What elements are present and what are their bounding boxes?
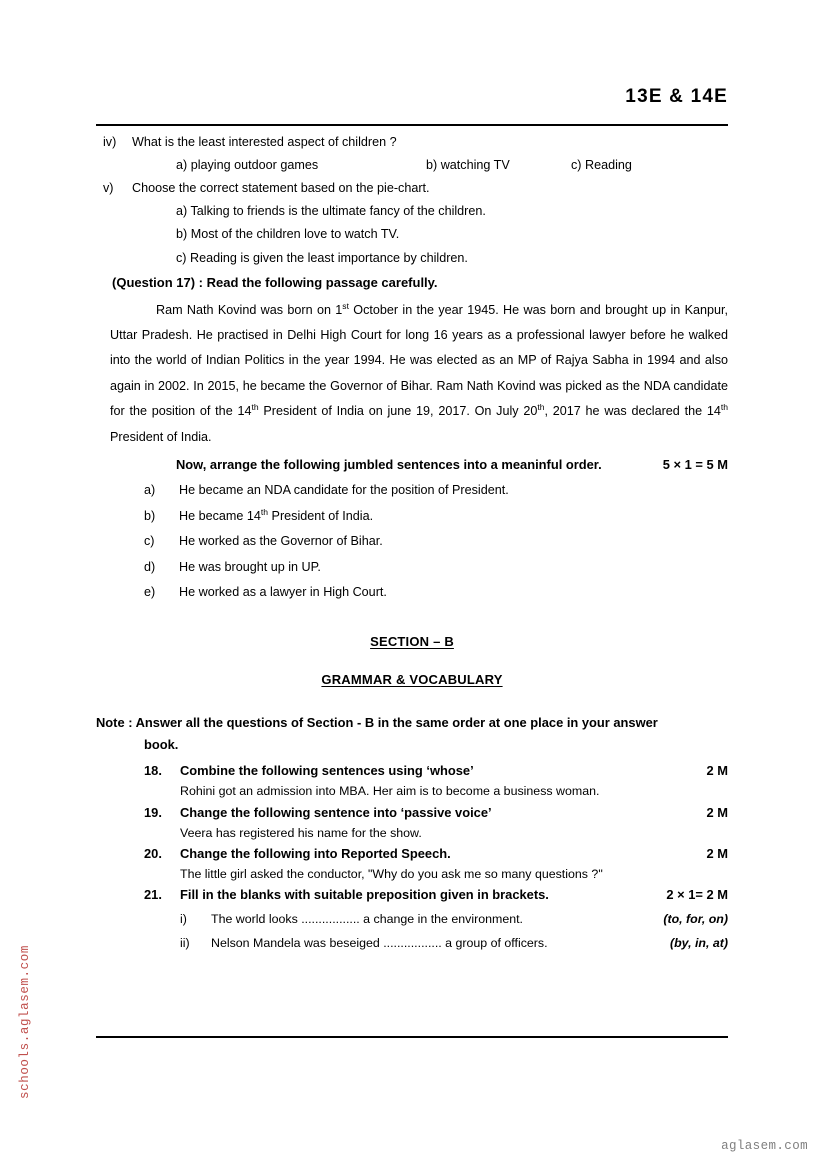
passage-part-2: October in the year 1945. He was born and brought up in Kanpur, Uttar Pradesh. He practised in Delhi High Court for long 16 years as a professional lawyer before he walked into the world of Indian Politics in the year 1994. He was elected as an MP of Rajya Sabha in 1994 and also again in 2002. In 2015, he became the Governor of Bihar. Ram Nath Kovind was picked as the NDA candidate for the position of the 14 [110,302,728,419]
question-20-sentence: The little girl asked the conductor, "Why do you ask me so many questions ?" [180,866,603,881]
jumbled-item-b [144,506,728,523]
mcq-marker-v: v) [103,181,114,196]
header-divider-rule [96,124,728,126]
question-19-row [144,804,728,820]
arrange-instruction-row [176,459,728,472]
passage-part-5: President of India. [110,429,212,444]
passage-sup-4: th [720,402,728,413]
jumbled-marker-d: d) [144,559,156,574]
question-20-row [144,848,728,861]
mcq-options-iv [176,159,728,172]
question-21-subitem-i [180,913,728,925]
passage-part-4: , 2017 he was declared the 14 [544,404,721,419]
mcq-question-iv [96,136,728,149]
question-19-sentence: Veera has registered his name for the show. [180,825,422,840]
section-b-note-line1: Note : Answer all the questions of Section - B in the same order at one place in your answer [96,715,658,731]
question-19-marks: 2 M [706,804,728,820]
jumbled-text-e [179,586,728,599]
jumbled-text-b-post: President of India. [268,508,374,523]
mcq-option-v-a: a) Talking to friends is the ultimate fancy of the children. [176,203,486,218]
question-21-marks: 2 × 1= 2 M [666,887,728,903]
question-21-subitem-i-text: The world looks ................. a change in the environment. [211,912,523,927]
mcq-marker-iv: iv) [103,135,117,149]
jumbled-text-e-pre: He worked as a lawyer in High Court. [179,585,387,600]
footer-divider-rule [96,1036,728,1038]
question-21-subitem-i-options: (to, for, on) [663,912,728,927]
question-17-heading: (Question 17) : Read the following passage carefully. [112,274,438,290]
question-20-number: 20. [144,846,162,862]
jumbled-text-a-pre: He became an NDA candidate for the position of President. [179,483,509,498]
passage-part-1: Ram Nath Kovind was born on 1 [156,302,343,317]
jumbled-item-d [144,561,728,574]
bottom-watermark: aglasem.com [721,1139,808,1153]
question-21-text: Fill in the blanks with suitable preposition given in brackets. [180,887,549,903]
section-b-title-text: SECTION – B [370,634,454,650]
section-b-subtitle-text: GRAMMAR & VOCABULARY [321,672,503,688]
mcq-question-v [96,182,728,195]
page-content [96,136,728,949]
jumbled-item-e [144,586,728,599]
question-20-marks: 2 M [706,846,728,862]
jumbled-text-c [179,535,728,548]
section-b-note-line2: book. [144,737,179,753]
passage-sup-1: st [342,300,349,311]
jumbled-text-b [179,506,728,523]
question-21-subitem-ii [180,937,728,949]
jumbled-text-d-pre: He was brought up in UP. [179,559,321,574]
mcq-option-iv-c: c) Reading [571,157,632,172]
question-17-passage [110,298,728,451]
section-b-title [96,635,728,648]
jumbled-text-d [179,561,728,574]
arrange-marks: 5 × 1 = 5 M [662,457,728,473]
arrange-instruction-text: Now, arrange the following jumbled sentences into a meaninful order. [176,457,602,473]
jumbled-text-a [179,484,728,497]
section-b-subtitle [96,673,728,686]
mcq-option-v-b: b) Most of the children love to watch TV. [176,227,400,242]
mcq-option-iv-a: a) playing outdoor games [176,157,319,172]
question-18-sentence: Rohini got an admission into MBA. Her aim is to become a business woman. [180,784,600,799]
question-18-marks: 2 M [706,763,728,779]
mcq-text-iv: What is the least interested aspect of children ? [132,135,397,149]
question-19-number: 19. [144,804,162,820]
question-18-text: Combine the following sentences using ‘whose’ [180,763,474,779]
jumbled-text-c-pre: He worked as the Governor of Bihar. [179,534,383,549]
jumbled-text-b-sup: th [260,506,269,517]
mcq-option-v-c: c) Reading is given the least importance by children. [176,250,468,265]
question-18-row [144,765,728,778]
jumbled-marker-e: e) [144,585,156,600]
question-21-number: 21. [144,887,162,903]
jumbled-marker-c: c) [144,534,155,549]
jumbled-item-c [144,535,728,548]
passage-sup-3: th [537,402,545,413]
jumbled-item-a [144,484,728,497]
jumbled-marker-a: a) [144,483,156,498]
question-21-subitem-i-marker: i) [180,912,187,927]
paper-code: 13E & 14E [625,86,728,107]
jumbled-marker-b: b) [144,508,156,523]
section-b-note [96,712,728,756]
question-18-number: 18. [144,763,162,779]
jumbled-text-b-pre: He became 14 [179,508,261,523]
mcq-option-iv-b: b) watching TV [426,157,510,172]
question-21-row [144,889,728,902]
question-21-subitem-ii-marker: ii) [180,935,190,950]
mcq-text-v: Choose the correct statement based on the pie-chart. [132,181,430,196]
side-watermark: schools.aglasem.com [18,945,32,1099]
passage-part-3: President of India on june 19, 2017. On July 20 [258,404,538,419]
question-21-subitem-ii-text: Nelson Mandela was beseiged ................. a group of officers. [211,935,548,950]
passage-sup-2: th [251,402,259,413]
question-19-text: Change the following sentence into ‘passive voice’ [180,804,492,820]
question-20-text: Change the following into Reported Speech. [180,846,451,862]
question-21-subitem-ii-options: (by, in, at) [669,935,728,950]
